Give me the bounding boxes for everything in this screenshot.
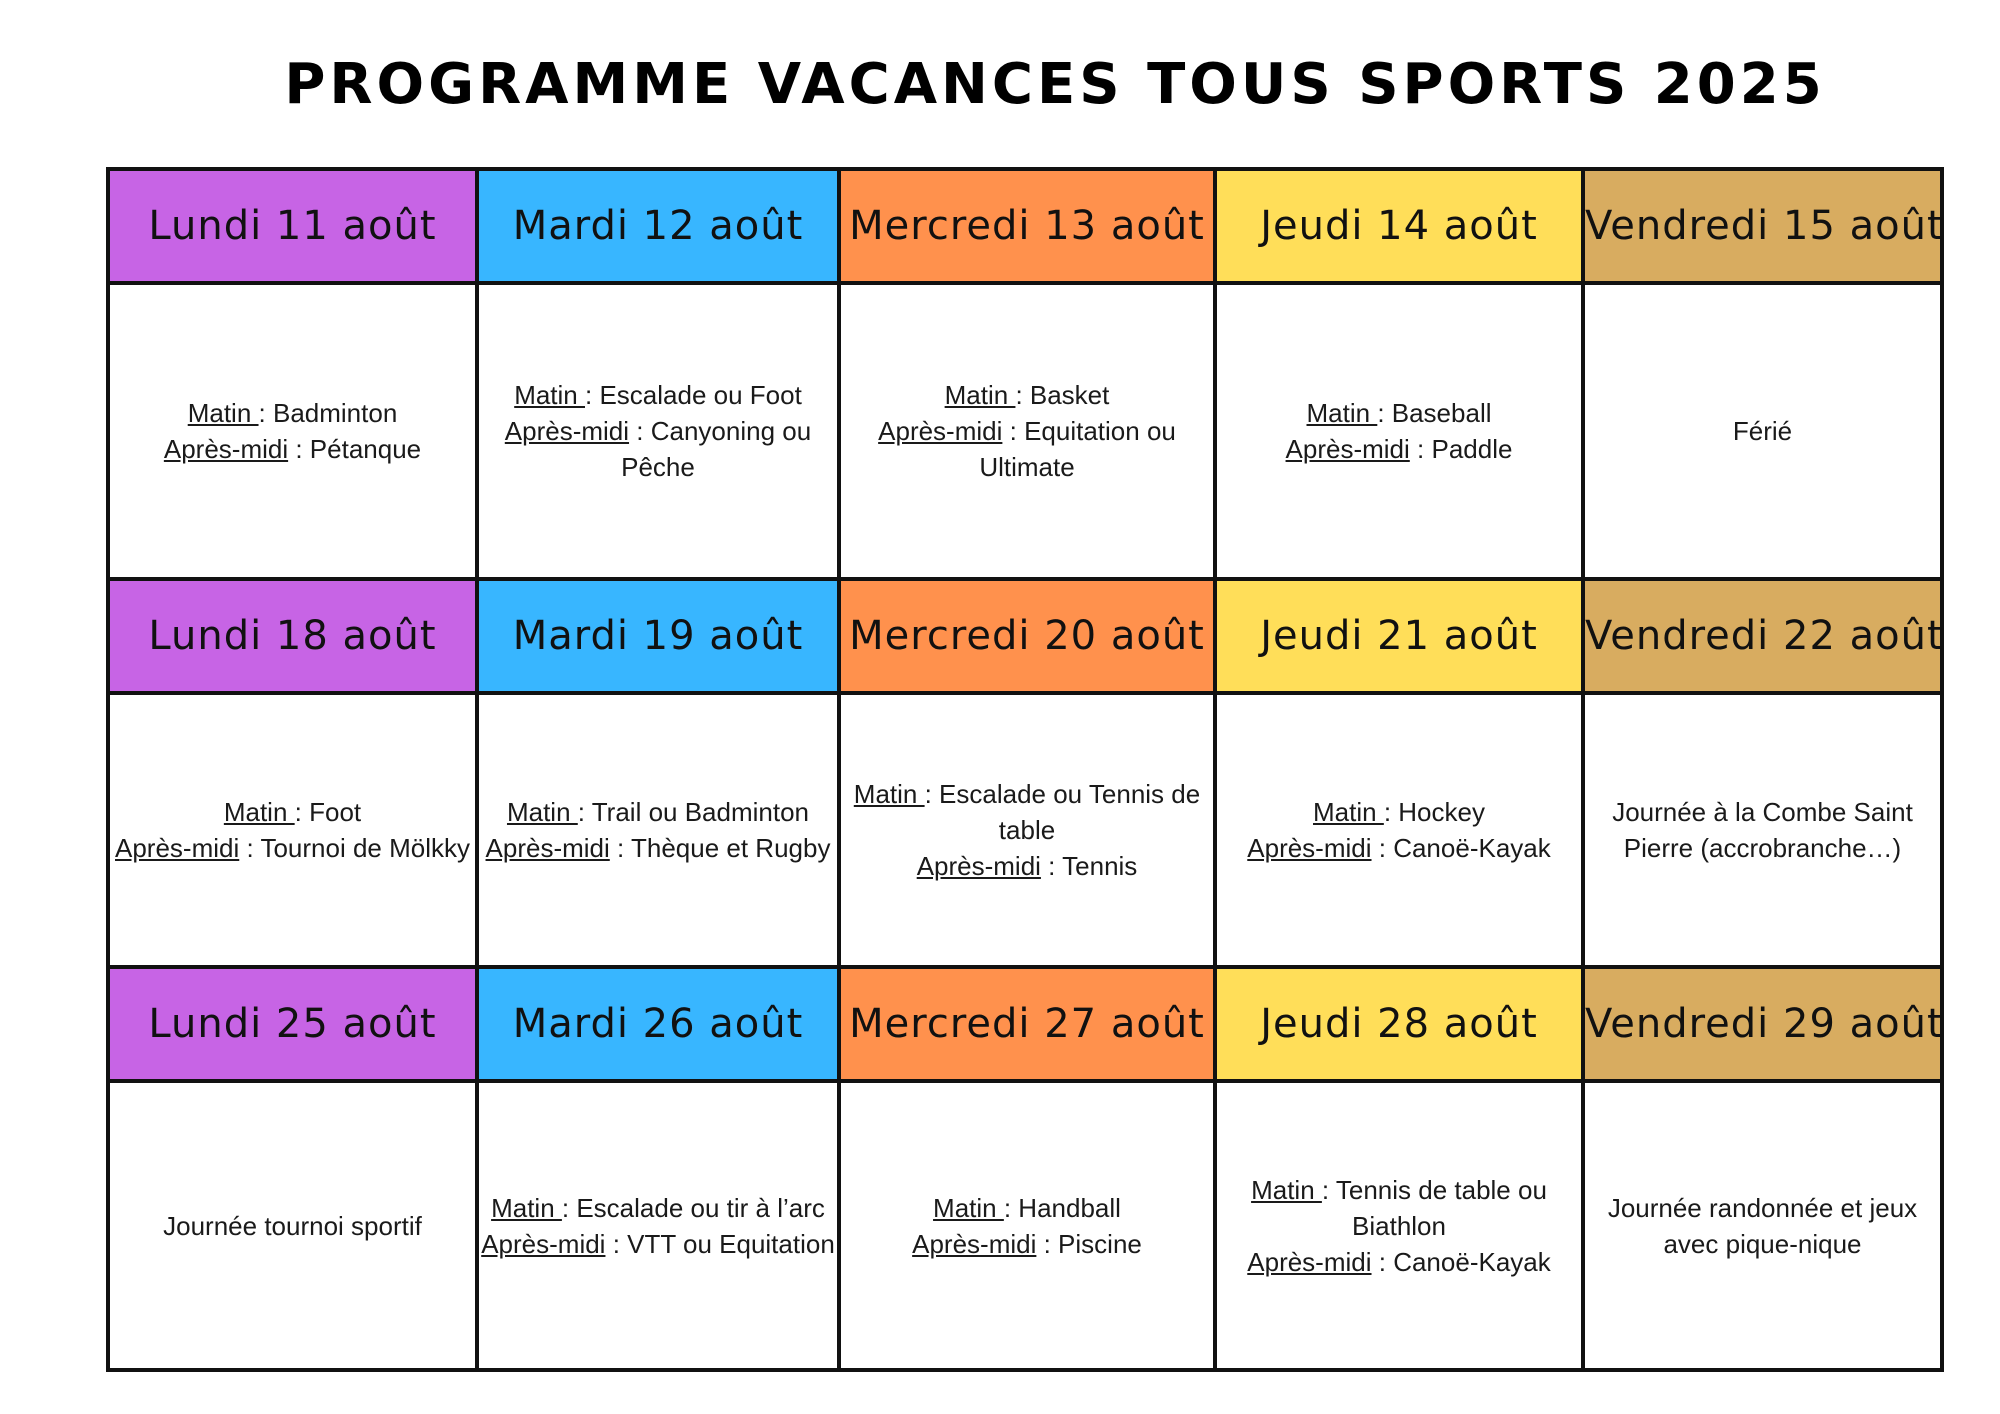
matin-label: Matin xyxy=(1313,797,1384,828)
apres-midi-activity: : Canyoning ou Pêche xyxy=(621,416,812,483)
apres-midi-label: Après-midi xyxy=(504,416,630,447)
day-header-lundi: Lundi 18 août xyxy=(108,579,477,693)
full-day-activity: Férié xyxy=(1732,416,1793,447)
activity-cell xyxy=(1583,693,1942,967)
matin-activity: : Escalade ou tir à l’arc xyxy=(561,1192,825,1223)
activity-cell xyxy=(839,693,1215,967)
activity-cell xyxy=(477,1081,839,1370)
week-3-header-row xyxy=(108,967,1942,1081)
activity-cell xyxy=(839,1081,1215,1370)
apres-midi-label: Après-midi xyxy=(912,1228,1037,1259)
afternoon-line xyxy=(479,413,837,485)
afternoon-line xyxy=(1217,431,1581,467)
full-day-activity: Journée randonnée et jeux avec pique-nique xyxy=(1607,1192,1918,1259)
apres-midi-label: Après-midi xyxy=(481,1228,606,1259)
matin-label: Matin xyxy=(853,779,925,810)
afternoon-line xyxy=(110,431,475,467)
activity-cell xyxy=(1583,1081,1942,1370)
day-header-jeudi: Jeudi 14 août xyxy=(1215,169,1583,283)
apres-midi-activity: : Tournoi de Mölkky xyxy=(246,833,470,864)
day-header-mardi: Mardi 12 août xyxy=(477,169,839,283)
morning-line xyxy=(1217,794,1581,830)
afternoon-line xyxy=(841,413,1213,485)
afternoon-line xyxy=(110,830,475,866)
matin-activity: : Escalade ou Tennis de table xyxy=(924,779,1201,846)
matin-activity: : Handball xyxy=(1003,1192,1121,1223)
apres-midi-label: Après-midi xyxy=(115,833,240,864)
morning-line xyxy=(110,794,475,830)
matin-label: Matin xyxy=(223,797,295,828)
week-2-activities-row xyxy=(108,693,1942,967)
afternoon-line xyxy=(479,1226,837,1262)
apres-midi-label: Après-midi xyxy=(878,416,1003,447)
activity-cell xyxy=(1583,283,1942,579)
apres-midi-activity: : Equitation ou Ultimate xyxy=(979,416,1176,483)
matin-activity: : Trail ou Badminton xyxy=(577,797,810,828)
apres-midi-label: Après-midi xyxy=(916,851,1041,882)
day-header-lundi: Lundi 11 août xyxy=(108,169,477,283)
morning-line xyxy=(841,377,1213,413)
morning-line xyxy=(841,1190,1213,1226)
morning-line xyxy=(479,794,837,830)
apres-midi-activity: : Paddle xyxy=(1417,434,1513,465)
matin-label: Matin xyxy=(1251,1174,1322,1205)
morning-line xyxy=(1217,395,1581,431)
matin-activity: : Tennis de table ou Biathlon xyxy=(1321,1174,1547,1241)
apres-midi-activity: : Tennis xyxy=(1048,851,1138,882)
morning-line xyxy=(479,377,837,413)
morning-line xyxy=(110,395,475,431)
week-1-activities-row xyxy=(108,283,1942,579)
apres-midi-label: Après-midi xyxy=(1285,434,1410,465)
activity-cell xyxy=(477,283,839,579)
day-header-mercredi: Mercredi 27 août xyxy=(839,967,1215,1081)
day-header-jeudi: Jeudi 21 août xyxy=(1215,579,1583,693)
apres-midi-activity: : Canoë-Kayak xyxy=(1378,1246,1551,1277)
activity-cell xyxy=(108,283,477,579)
matin-activity: : Basket xyxy=(1015,380,1110,411)
full-day-activity: Journée à la Combe Saint Pierre (accrobranche…) xyxy=(1612,797,1913,864)
apres-midi-activity: : VTT ou Equitation xyxy=(612,1228,835,1259)
full-day-activity: Journée tournoi sportif xyxy=(163,1210,422,1241)
activity-cell xyxy=(1215,693,1583,967)
activity-cell xyxy=(839,283,1215,579)
week-1-header-row xyxy=(108,169,1942,283)
matin-label: Matin xyxy=(187,398,259,429)
week-2-header-row xyxy=(108,579,1942,693)
matin-label: Matin xyxy=(514,380,585,411)
morning-line xyxy=(841,776,1213,848)
activity-cell xyxy=(1215,283,1583,579)
day-header-vendredi: Vendredi 29 août xyxy=(1583,967,1942,1081)
morning-line xyxy=(479,1190,837,1226)
matin-activity: : Escalade ou Foot xyxy=(585,380,802,411)
matin-activity: : Badminton xyxy=(258,398,398,429)
matin-label: Matin xyxy=(506,797,578,828)
apres-midi-label: Après-midi xyxy=(1247,1246,1372,1277)
afternoon-line xyxy=(841,848,1213,884)
matin-activity: : Baseball xyxy=(1377,398,1492,429)
apres-midi-label: Après-midi xyxy=(163,434,289,465)
day-header-mardi: Mardi 26 août xyxy=(477,967,839,1081)
afternoon-line xyxy=(479,830,837,866)
matin-activity: : Hockey xyxy=(1383,797,1485,828)
matin-label: Matin xyxy=(491,1192,562,1223)
apres-midi-activity: : Pétanque xyxy=(295,434,422,465)
afternoon-line xyxy=(1217,830,1581,866)
matin-label: Matin xyxy=(1306,398,1378,429)
matin-activity: : Foot xyxy=(294,797,362,828)
page-title: PROGRAMME VACANCES TOUS SPORTS 2025 xyxy=(284,52,1826,117)
activity-cell xyxy=(1215,1081,1583,1370)
activity-cell xyxy=(108,1081,477,1370)
day-header-jeudi: Jeudi 28 août xyxy=(1215,967,1583,1081)
apres-midi-activity: : Piscine xyxy=(1043,1228,1142,1259)
day-header-vendredi: Vendredi 22 août xyxy=(1583,579,1942,693)
apres-midi-label: Après-midi xyxy=(1247,833,1372,864)
afternoon-line xyxy=(1217,1244,1581,1280)
activity-cell xyxy=(477,693,839,967)
activity-cell xyxy=(108,693,477,967)
apres-midi-activity: : Canoë-Kayak xyxy=(1378,833,1551,864)
afternoon-line xyxy=(841,1226,1213,1262)
matin-label: Matin xyxy=(933,1192,1004,1223)
apres-midi-activity: : Thèque et Rugby xyxy=(617,833,831,864)
matin-label: Matin xyxy=(944,380,1016,411)
day-header-mardi: Mardi 19 août xyxy=(477,579,839,693)
day-header-lundi: Lundi 25 août xyxy=(108,967,477,1081)
morning-line xyxy=(1217,1172,1581,1244)
weekly-schedule-table xyxy=(106,167,1944,1372)
day-header-vendredi: Vendredi 15 août xyxy=(1583,169,1942,283)
apres-midi-label: Après-midi xyxy=(485,833,610,864)
day-header-mercredi: Mercredi 13 août xyxy=(839,169,1215,283)
day-header-mercredi: Mercredi 20 août xyxy=(839,579,1215,693)
week-3-activities-row xyxy=(108,1081,1942,1370)
